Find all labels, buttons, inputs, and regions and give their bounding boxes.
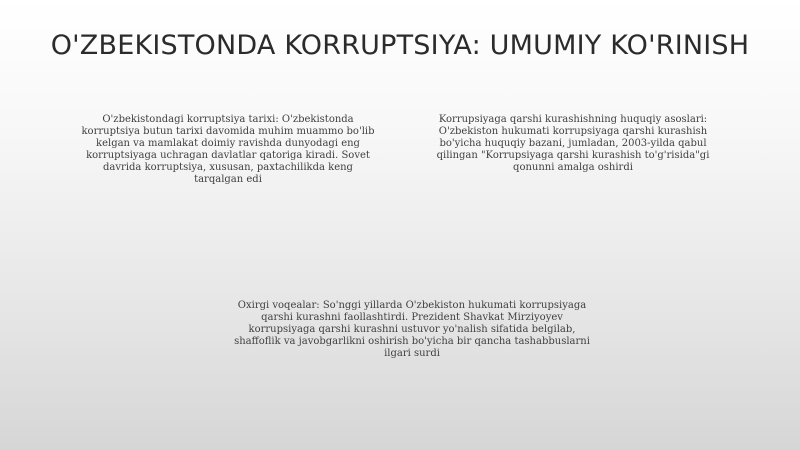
recent-events-paragraph: Oxirgi voqealar: So'nggi yillarda O'zbekiston hukumati korrupsiyaga qarshi kurashni faollashtirdi. Prezident Shavkat Mirziyoyev korrupsiyaga qarshi kurashni ustuvor yo'nalish sifatida belgilab, shaffoflik va javobgarlikni oshirish bo'yicha bir qancha tashabbuslarni ilgari surdi bbox=[234, 300, 590, 359]
history-paragraph: O'zbekistondagi korruptsiya tarixi: O'zbekistonda korruptsiya butun tarixi davomida muhim muammo bo'lib kelgan va mamlakat doimiy ravishda dunyodagi eng korruptsiyaga uchragan davlatlar qatoriga kiradi. Sovet davrida korruptsiya, xususan, paxtachilikda keng tarqalgan edi bbox=[81, 114, 375, 185]
slide-title: O'ZBEKISTONDA KORRUPTSIYA: UMUMIY KO'RINISH bbox=[50, 30, 750, 61]
legal-basis-paragraph: Korrupsiyaga qarshi kurashishning huquqiy asoslari: O'zbekiston hukumati korrupsiyaga qarshi kurashish bo'yicha huquqiy bazani, jumladan, 2003-yilda qabul qilingan "Korrupsiyaga qarshi kurashish to'g'risida"gi qonunni amalga oshirdi bbox=[436, 114, 710, 173]
